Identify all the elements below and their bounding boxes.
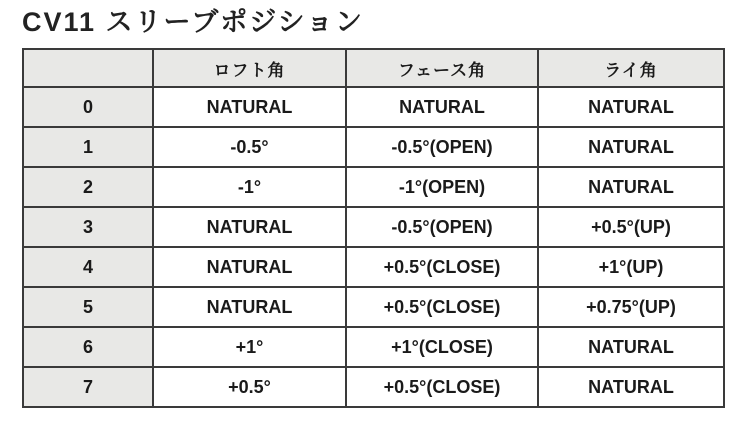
row-header: 7 (23, 367, 153, 407)
table-cell-loft: NATURAL (153, 207, 346, 247)
row-header: 0 (23, 87, 153, 127)
column-header-loft-angle: ロフト角 (153, 49, 346, 87)
table-row (23, 287, 724, 327)
table-cell-face: +0.5°(CLOSE) (346, 367, 538, 407)
table-cell-lie: NATURAL (538, 127, 724, 167)
table-row (23, 327, 724, 367)
table-cell-face: -0.5°(OPEN) (346, 127, 538, 167)
table-cell-lie: NATURAL (538, 367, 724, 407)
sleeve-position-table (22, 48, 725, 408)
table-cell-face: NATURAL (346, 87, 538, 127)
table-row (23, 167, 724, 207)
table-cell-face: +0.5°(CLOSE) (346, 287, 538, 327)
table-cell-face: -1°(OPEN) (346, 167, 538, 207)
table-cell-loft: -0.5° (153, 127, 346, 167)
table-row (23, 87, 724, 127)
table-cell-lie: NATURAL (538, 327, 724, 367)
column-header-face-angle: フェース角 (346, 49, 538, 87)
table-cell-lie: +1°(UP) (538, 247, 724, 287)
row-header: 6 (23, 327, 153, 367)
row-header: 1 (23, 127, 153, 167)
table-row (23, 207, 724, 247)
table-cell-loft: NATURAL (153, 287, 346, 327)
table-cell-loft: NATURAL (153, 87, 346, 127)
table-cell-loft: +0.5° (153, 367, 346, 407)
table-cell-lie: +0.75°(UP) (538, 287, 724, 327)
table-cell-lie: NATURAL (538, 167, 724, 207)
row-header: 2 (23, 167, 153, 207)
table-cell-face: +1°(CLOSE) (346, 327, 538, 367)
table-header-row (23, 49, 724, 87)
page-title: CV11 スリーブポジション (22, 7, 364, 37)
table-cell-lie: +0.5°(UP) (538, 207, 724, 247)
row-header: 3 (23, 207, 153, 247)
column-header-lie-angle: ライ角 (538, 49, 724, 87)
table-row (23, 367, 724, 407)
row-header: 5 (23, 287, 153, 327)
row-header: 4 (23, 247, 153, 287)
column-header-position (23, 49, 153, 87)
table-row (23, 127, 724, 167)
table-cell-loft: -1° (153, 167, 346, 207)
table-row (23, 247, 724, 287)
table-cell-face: -0.5°(OPEN) (346, 207, 538, 247)
table-cell-loft: NATURAL (153, 247, 346, 287)
table-cell-loft: +1° (153, 327, 346, 367)
table-cell-lie: NATURAL (538, 87, 724, 127)
table-cell-face: +0.5°(CLOSE) (346, 247, 538, 287)
